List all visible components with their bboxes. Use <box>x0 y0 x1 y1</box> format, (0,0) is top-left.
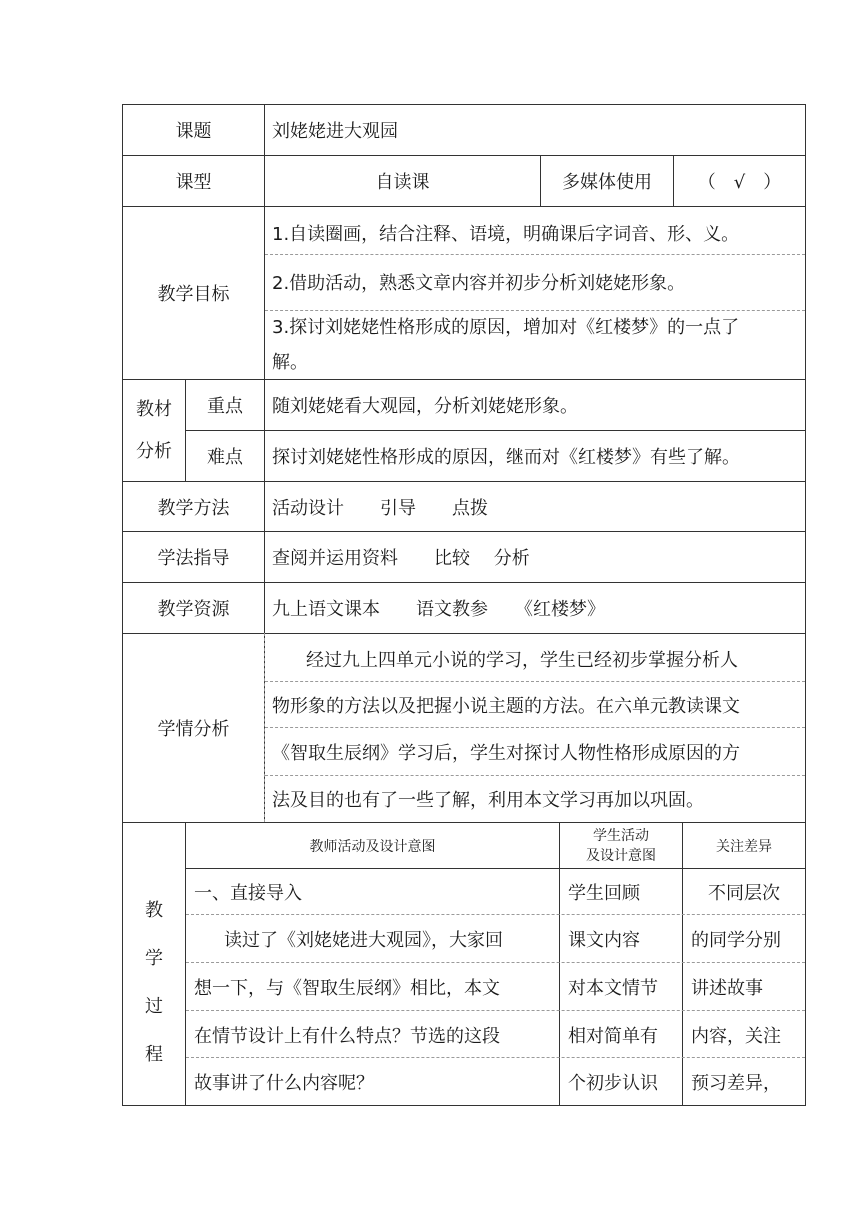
student-activity-line: 相对简单有 <box>568 1025 658 1047</box>
process-side-char: 教 <box>145 900 163 921</box>
teacher-activity-line: 在情节设计上有什么特点？节选的这段 <box>194 1025 500 1047</box>
type-value: 自读课 <box>375 172 430 193</box>
teacher-activity-line: 读过了《刘姥姥进大观园》，大家回 <box>224 930 503 951</box>
learner-analysis-line: 《智取生辰纲》学习后，学生对探讨人物性格形成原因的方 <box>272 743 740 764</box>
table-border-bottom <box>122 1105 806 1106</box>
dashed-line <box>265 727 805 728</box>
teacher-activity-line: 一、直接导入 <box>194 883 302 904</box>
learner-analysis-label: 学情分析 <box>157 719 230 740</box>
key-point-label: 重点 <box>207 396 243 417</box>
student-activity-header-line1: 学生活动 <box>593 827 649 844</box>
difference-line: 不同层次 <box>708 883 780 904</box>
process-side-char: 学 <box>145 948 163 969</box>
learner-analysis-line: 经过九上四单元小说的学习，学生已经初步掌握分析人 <box>306 650 738 671</box>
dashed-line <box>265 681 805 682</box>
process-side-char: 程 <box>145 1044 163 1065</box>
row-divider <box>185 868 806 869</box>
teacher-activity-line: 故事讲了什么内容呢？ <box>194 1073 374 1094</box>
dashed-line <box>186 1057 805 1058</box>
learner-analysis-line: 物形象的方法以及把握小说主题的方法。在六单元教读课文 <box>272 696 740 717</box>
objective-item: 2.借助活动，熟悉文章内容并初步分析刘姥姥形象。 <box>272 273 686 294</box>
dashed-line <box>265 775 805 776</box>
key-point-value: 随刘姥姥看大观园，分析刘姥姥形象。 <box>272 396 578 417</box>
student-activity-line: 学生回顾 <box>568 883 640 904</box>
student-activity-line: 对本文情节 <box>568 978 658 999</box>
difference-line: 预习差异， <box>691 1073 781 1094</box>
media-value: （ √ ） <box>697 172 782 193</box>
type-label: 课型 <box>175 172 212 193</box>
study-guide-value: 查阅并运用资料 比较 分析 <box>272 548 530 569</box>
teacher-activity-header: 教师活动及设计意图 <box>309 838 436 855</box>
objective-item: 3.探讨刘姥姥性格形成的原因，增加对《红楼梦》的一点了 <box>272 317 740 338</box>
difference-line: 讲述故事 <box>691 978 763 999</box>
title-value: 刘姥姥进大观园 <box>272 121 398 142</box>
media-label: 多媒体使用 <box>562 172 652 193</box>
analysis-label-top: 教材 <box>136 398 172 420</box>
methods-value: 活动设计 引导 点拨 <box>272 497 488 519</box>
difference-line: 的同学分别 <box>691 930 781 951</box>
table-border-right <box>805 104 806 1106</box>
teacher-activity-line: 想一下，与《智取生辰纲》相比，本文 <box>194 978 500 999</box>
student-activity-header <box>560 823 682 868</box>
difference-line: 内容，关注 <box>691 1025 781 1047</box>
resources-label: 教学资源 <box>157 599 230 620</box>
dashed-line <box>265 254 805 255</box>
dashed-line <box>186 962 805 963</box>
methods-label: 教学方法 <box>157 497 230 519</box>
process-side-char: 过 <box>145 996 163 1017</box>
study-guide-label: 学法指导 <box>157 548 230 569</box>
dashed-line <box>265 310 805 311</box>
objectives-label: 教学目标 <box>157 284 230 305</box>
student-activity-line: 个初步认识 <box>568 1073 658 1094</box>
title-label: 课题 <box>175 121 212 142</box>
learner-analysis-line: 法及目的也有了一些了解，利用本文学习再加以巩固。 <box>272 790 704 811</box>
dashed-line <box>186 1010 805 1011</box>
student-activity-line: 课文内容 <box>568 930 640 951</box>
dashed-line <box>264 633 265 822</box>
objective-item: 解。 <box>272 352 308 373</box>
process-side-label <box>123 869 185 1105</box>
resources-value: 九上语文课本 语文教参 《红楼梦》 <box>272 599 605 620</box>
objective-item: 1.自读圈画，结合注释、语境，明确课后字词音、形、义。 <box>272 224 740 245</box>
difficult-point-label: 难点 <box>207 447 243 468</box>
dashed-line <box>186 914 805 915</box>
analysis-label <box>123 380 185 481</box>
analysis-label-bottom: 分析 <box>136 440 172 462</box>
difficult-point-value: 探讨刘姥姥性格形成的原因，继而对《红楼梦》有些了解。 <box>272 447 740 468</box>
difference-header: 关注差异 <box>716 838 772 855</box>
student-activity-header-line2: 及设计意图 <box>586 847 656 864</box>
